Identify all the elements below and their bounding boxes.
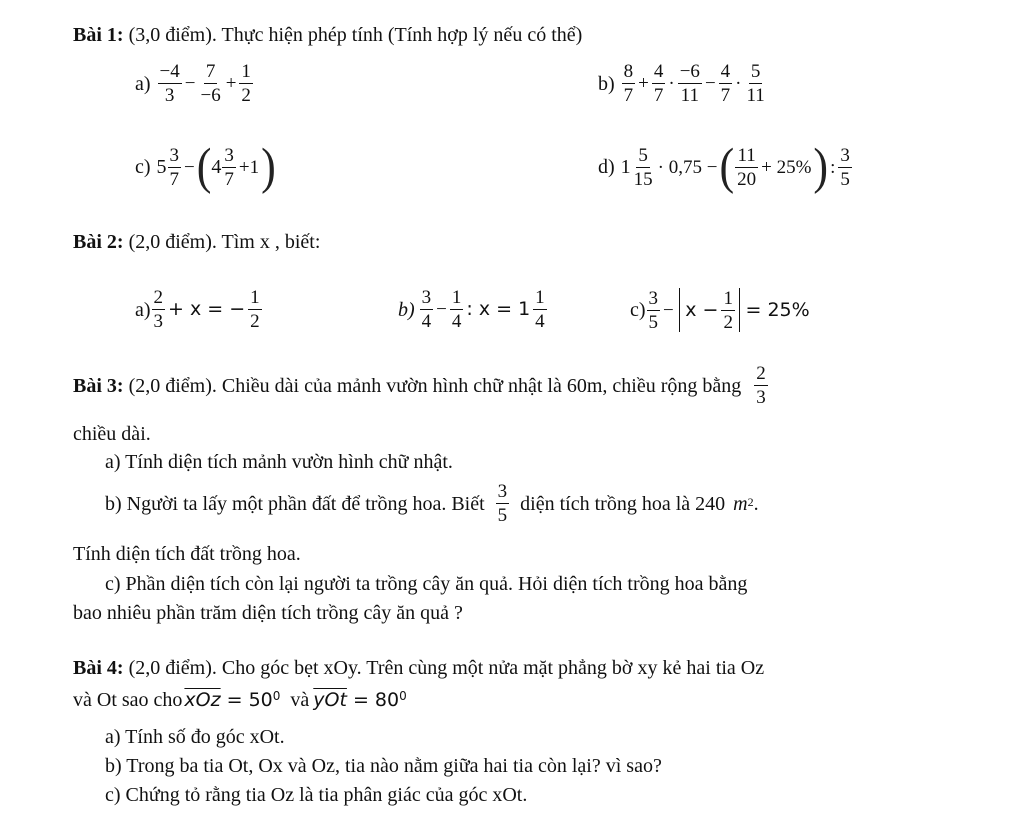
exercise-1-title: Bài 1: [73, 24, 124, 46]
label: d) [598, 156, 615, 178]
exercise-1b [598, 62, 768, 105]
label: c) [630, 299, 646, 321]
exercise-3b-continuation: Tính diện tích đất trồng hoa. [73, 543, 301, 565]
exercise-1d [598, 138, 853, 195]
denominator: 2 [250, 311, 260, 332]
exercise-4-text: (2,0 điểm). Cho góc bẹt xOy. Trên cùng một nửa mặt phẳng bờ xy kẻ hai tia Oz [128, 657, 765, 679]
numerator: 7 [205, 61, 216, 82]
exercise-4-heading [73, 658, 764, 678]
exercise-2c [630, 288, 812, 332]
whole-number: 4 [211, 156, 222, 178]
label: b) [398, 298, 415, 321]
numerator: 3 [497, 481, 508, 502]
exercise-2-title: Bài 2: [73, 231, 124, 253]
denominator: 7 [224, 168, 234, 190]
denominator: 2 [241, 85, 251, 106]
denominator: 15 [633, 168, 653, 190]
numerator: 3 [421, 287, 432, 308]
exercise-3-text: (2,0 điểm). Chiều dài của mảnh vườn hình chữ nhật là 60m, chiều rộng bằng [128, 374, 742, 397]
fraction [721, 289, 735, 332]
left-paren: ( [196, 138, 212, 195]
angle-yot: $\overline{yOt}$ [313, 688, 347, 711]
right-paren: ) [261, 138, 276, 195]
fraction [420, 288, 434, 331]
degree-sign: 0 [272, 689, 281, 703]
operator: · [668, 73, 675, 94]
fraction [198, 62, 222, 105]
numerator: 8 [623, 61, 634, 82]
fraction [222, 146, 236, 189]
denominator: 11 [746, 85, 765, 106]
fraction [652, 62, 666, 105]
exercise-3c-continuation: bao nhiêu phần trăm diện tích trồng cây ăn quả ? [73, 602, 463, 624]
exercise-4-title: Bài 4: [73, 657, 124, 679]
unit: m [733, 492, 748, 515]
numerator: 5 [750, 61, 761, 82]
operator: − [184, 73, 196, 94]
text: . [753, 492, 759, 515]
denominator: 5 [497, 505, 508, 526]
fraction [239, 62, 253, 105]
fraction [152, 288, 166, 331]
exercise-4b: b) Trong ba tia Ot, Ox và Oz, tia nào nằm giữa hai tia còn lại? vì sao? [105, 755, 662, 777]
numerator: −6 [679, 61, 700, 82]
numerator: 4 [653, 61, 664, 82]
denominator: 7 [653, 85, 664, 106]
denominator: −6 [200, 85, 221, 106]
operator: : [830, 156, 836, 178]
exercise-4a: a) Tính số đo góc xOt. [105, 726, 285, 748]
absolute-bar-left [679, 288, 681, 332]
operator: · [735, 73, 742, 94]
exercise-3-heading [73, 364, 769, 407]
fraction [168, 146, 182, 189]
exercise-3b [105, 482, 759, 525]
whole-number: 5 [156, 156, 167, 178]
expression-text: x − [685, 298, 719, 321]
numerator: 3 [840, 144, 850, 166]
label: c) [135, 156, 151, 178]
degree-sign: 0 [399, 689, 407, 703]
operator: +1 [238, 156, 260, 178]
expression-text: = 25% [745, 298, 810, 321]
fraction [632, 146, 655, 189]
exercise-1c [135, 138, 276, 195]
fraction [248, 288, 262, 331]
denominator: 7 [623, 85, 634, 106]
numerator: 3 [224, 144, 234, 166]
fraction [158, 62, 182, 105]
exponent: 2 [747, 495, 754, 509]
label: b) [598, 72, 615, 95]
numerator: 1 [535, 287, 545, 308]
expression-text: = 50 [226, 688, 273, 711]
absolute-bar-right [739, 288, 741, 332]
fraction [838, 146, 852, 189]
operator: − [436, 299, 447, 320]
text: và Ot sao cho [73, 689, 183, 711]
fraction [496, 482, 510, 525]
exercise-2a [135, 288, 263, 331]
label: a) [135, 298, 151, 321]
numerator: 2 [153, 287, 164, 308]
exercise-1-heading [73, 25, 582, 45]
expression-text: + x = − [168, 298, 246, 320]
exercise-2-heading [73, 232, 320, 252]
fraction [647, 289, 661, 332]
denominator: 3 [164, 85, 175, 106]
exercise-3c: c) Phần diện tích còn lại người ta trồng cây ăn quả. Hỏi diện tích trồng hoa bằng [105, 573, 748, 595]
exercise-4-line2 [73, 690, 407, 710]
fraction [678, 62, 702, 105]
numerator: 1 [723, 287, 733, 309]
expression-text: : x = 1 [466, 298, 531, 320]
operator: − [184, 156, 195, 178]
exercise-2b [398, 288, 548, 331]
operator: + [638, 73, 649, 94]
text: b) Người ta lấy một phần đất để trồng hoa. Biết [105, 492, 485, 515]
numerator: 1 [241, 61, 251, 82]
denominator: 7 [720, 85, 731, 106]
denominator: 3 [153, 311, 164, 332]
left-paren: ( [719, 138, 735, 195]
denominator: 4 [451, 311, 462, 332]
exercise-1-text: (3,0 điểm). Thực hiện phép tính (Tính hợp lý nếu có thể) [128, 24, 583, 46]
exercise-4c: c) Chứng tỏ rằng tia Oz là tia phân giác của góc xOt. [105, 784, 528, 806]
denominator: 11 [680, 85, 699, 106]
denominator: 20 [737, 168, 757, 190]
whole-number: 1 [620, 156, 631, 178]
fraction [754, 364, 768, 407]
expression-text: + 25% [761, 156, 812, 178]
numerator: −4 [159, 61, 180, 82]
fraction [735, 146, 758, 189]
fraction [719, 62, 733, 105]
fraction [450, 288, 464, 331]
exercise-1a [135, 62, 254, 105]
exercise-3a: a) Tính diện tích mảnh vườn hình chữ nhật. [105, 451, 453, 473]
denominator: 7 [169, 168, 180, 190]
numerator: 1 [451, 287, 462, 308]
fraction [744, 62, 766, 105]
text: và [290, 689, 310, 711]
denominator: 4 [535, 311, 545, 332]
numerator: 4 [720, 61, 731, 82]
denominator: 5 [648, 311, 659, 333]
expression-text: = 80 [352, 688, 400, 711]
text: diện tích trồng hoa là 240 [520, 492, 726, 515]
denominator: 3 [756, 387, 766, 408]
fraction [622, 62, 636, 105]
label: a) [135, 72, 151, 95]
operator: + [225, 73, 237, 94]
numerator: 3 [169, 144, 180, 166]
exercise-2-text: (2,0 điểm). Tìm x , biết: [128, 231, 321, 253]
expression-text: · 0,75 − [657, 156, 718, 178]
right-paren: ) [813, 138, 829, 195]
denominator: 2 [723, 311, 733, 333]
numerator: 3 [648, 287, 659, 309]
exercise-3-title: Bài 3: [73, 374, 124, 397]
numerator: 5 [638, 144, 648, 166]
denominator: 4 [421, 311, 432, 332]
denominator: 5 [840, 168, 850, 190]
operator: − [663, 299, 674, 321]
exercise-3-continuation: chiều dài. [73, 423, 151, 445]
numerator: 11 [737, 144, 756, 166]
angle-xoz: $\overline{xOz}$ [184, 688, 221, 711]
fraction [533, 288, 547, 331]
numerator: 2 [756, 363, 766, 384]
operator: − [704, 73, 716, 94]
numerator: 1 [250, 287, 260, 308]
